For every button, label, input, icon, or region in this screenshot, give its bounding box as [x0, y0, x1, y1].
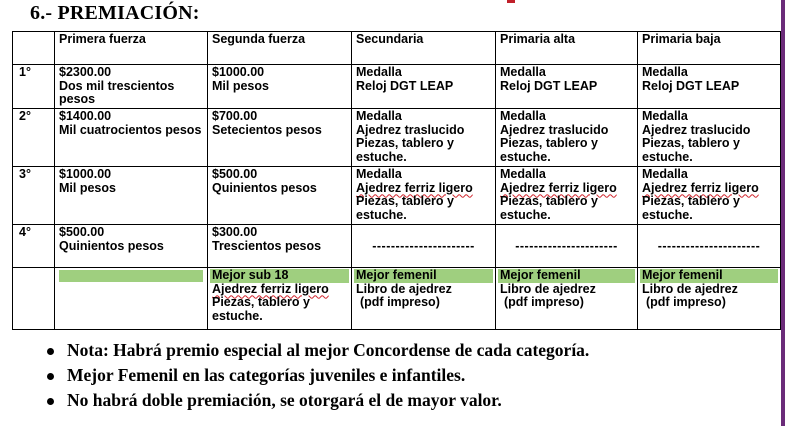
cell-primaria-alta	[496, 225, 638, 268]
header-label: Primera fuerza	[59, 32, 146, 46]
cell-secundaria	[352, 268, 496, 330]
cell-primera-empty	[55, 268, 208, 330]
place-cell: 1°	[13, 65, 55, 109]
special-prize-title: Mejor sub 18	[210, 269, 349, 283]
cell-secundaria	[352, 225, 496, 268]
prize-item: Reloj DGT LEAP	[500, 78, 598, 93]
page-edge-bar	[781, 0, 785, 426]
cell-primaria-baja	[638, 109, 781, 167]
prize-item: Piezas, tablero y estuche.	[500, 194, 598, 222]
prize-item: Medalla	[500, 109, 546, 123]
prize-item: (pdf impreso)	[646, 295, 726, 309]
cell-primaria-alta	[496, 167, 638, 225]
prize-amount: $500.00	[212, 167, 258, 181]
prize-amount: $1400.00	[59, 109, 112, 123]
list-item	[40, 390, 589, 415]
cell-segunda	[208, 109, 352, 167]
prize-words: Mil cuatrocientos pesos	[59, 122, 202, 137]
table-row	[13, 65, 781, 109]
prize-words: Quinientos pesos	[212, 180, 317, 195]
prize-item: Reloj DGT LEAP	[356, 78, 454, 93]
prize-words: Trescientos pesos	[212, 238, 322, 253]
prize-words: Mil pesos	[212, 78, 269, 93]
cell-segunda	[208, 225, 352, 268]
cell-primera	[55, 65, 208, 109]
cell-segunda	[208, 65, 352, 109]
prize-table	[12, 31, 781, 330]
prize-amount: $700.00	[212, 109, 258, 123]
prize-item: Medalla	[500, 167, 546, 181]
prize-amount: $1000.00	[212, 65, 265, 79]
prize-item: Piezas, tablero y estuche.	[642, 136, 740, 164]
cell-primera	[55, 109, 208, 167]
prize-words: Mil pesos	[59, 180, 116, 195]
special-prize-title: Mejor femenil	[640, 269, 778, 283]
cell-primaria-alta	[496, 65, 638, 109]
place-cell-empty	[13, 268, 55, 330]
red-text-fragment	[507, 0, 515, 3]
prize-item: Medalla	[642, 65, 688, 79]
list-item	[40, 340, 589, 365]
prize-item: Ajedrez ferriz ligero	[212, 281, 329, 296]
note-text: No habrá doble premiación, se otorgará el de mayor valor.	[67, 390, 502, 410]
cell-primaria-alta	[496, 268, 638, 330]
header-segunda-fuerza: Segunda fuerza	[208, 32, 352, 65]
cell-segunda	[208, 268, 352, 330]
prize-item: Medalla	[356, 109, 402, 123]
prize-amount: $2300.00	[59, 65, 112, 79]
place-cell: 3°	[13, 167, 55, 225]
no-prize-dashes: ----------------------	[372, 239, 475, 253]
prize-words: Quinientos pesos	[59, 238, 164, 253]
prize-item: Ajedrez traslucido	[642, 122, 751, 137]
prize-item: Medalla	[500, 65, 546, 79]
prize-amount: $1000.00	[59, 167, 112, 181]
header-cell-empty	[13, 32, 55, 65]
cell-primaria-baja	[638, 167, 781, 225]
cell-primaria-baja	[638, 225, 781, 268]
prize-item: Ajedrez traslucido	[356, 122, 465, 137]
prize-item: Medalla	[356, 65, 402, 79]
prize-item: Piezas, tablero y estuche.	[642, 194, 740, 222]
cell-primaria-alta	[496, 109, 638, 167]
prize-item: Piezas, tablero y estuche.	[356, 194, 454, 222]
section-heading: 6.- PREMIACIÓN:	[30, 2, 200, 24]
prize-item: Ajedrez ferriz ligero	[500, 180, 617, 195]
prize-item: Piezas, tablero y estuche.	[212, 295, 310, 323]
place-cell: 2°	[13, 109, 55, 167]
prize-item: Piezas, tablero y estuche.	[356, 136, 454, 164]
prize-item: Piezas, tablero y estuche.	[500, 136, 598, 164]
prize-item: Ajedrez ferriz ligero	[642, 180, 759, 195]
special-prize-title: Mejor femenil	[498, 269, 635, 283]
cell-secundaria	[352, 65, 496, 109]
prize-item: Medalla	[642, 167, 688, 181]
header-secundaria: Secundaria	[352, 32, 496, 65]
table-header-row	[13, 32, 781, 65]
no-prize-dashes: ----------------------	[657, 239, 761, 253]
prize-item: (pdf impreso)	[504, 295, 584, 309]
place-cell: 4°	[13, 225, 55, 268]
prize-item: Libro de ajedrez	[500, 281, 596, 296]
notes-list	[40, 340, 589, 415]
bullet-icon	[47, 398, 54, 405]
cell-segunda	[208, 167, 352, 225]
table-row	[13, 109, 781, 167]
prize-item: Ajedrez ferriz ligero	[356, 180, 473, 195]
prize-item: Ajedrez traslucido	[500, 122, 609, 137]
note-text: Mejor Femenil en las categorías juveniles e infantiles.	[67, 365, 466, 385]
table-row	[13, 225, 781, 268]
header-primera-fuerza	[55, 32, 208, 65]
special-prize-row	[13, 268, 781, 330]
prize-amount: $300.00	[212, 225, 258, 239]
prize-item: Libro de ajedrez	[356, 281, 452, 296]
prize-words: Dos mil trescientos pesos	[59, 78, 175, 106]
highlight-bar	[59, 270, 203, 282]
cell-secundaria	[352, 109, 496, 167]
header-primaria-alta: Primaria alta	[496, 32, 638, 65]
header-primaria-baja: Primaria baja	[638, 32, 781, 65]
special-prize-title: Mejor femenil	[354, 269, 493, 283]
bullet-icon	[47, 348, 54, 355]
cell-primaria-baja	[638, 65, 781, 109]
cell-secundaria	[352, 167, 496, 225]
prize-item: Medalla	[356, 167, 402, 181]
prize-amount: $500.00	[59, 225, 105, 239]
note-text: Nota: Habrá premio especial al mejor Concordense de cada categoría.	[67, 340, 590, 360]
prize-item: Reloj DGT LEAP	[642, 78, 740, 93]
prize-item: (pdf impreso)	[360, 295, 440, 309]
cell-primaria-baja	[638, 268, 781, 330]
no-prize-dashes: ----------------------	[515, 239, 618, 253]
prize-item: Libro de ajedrez	[642, 281, 738, 296]
table-row	[13, 167, 781, 225]
bullet-icon	[47, 373, 54, 380]
prize-words: Setecientos pesos	[212, 122, 322, 137]
prize-item: Medalla	[642, 109, 688, 123]
cell-primera	[55, 225, 208, 268]
list-item	[40, 365, 589, 390]
cell-primera	[55, 167, 208, 225]
